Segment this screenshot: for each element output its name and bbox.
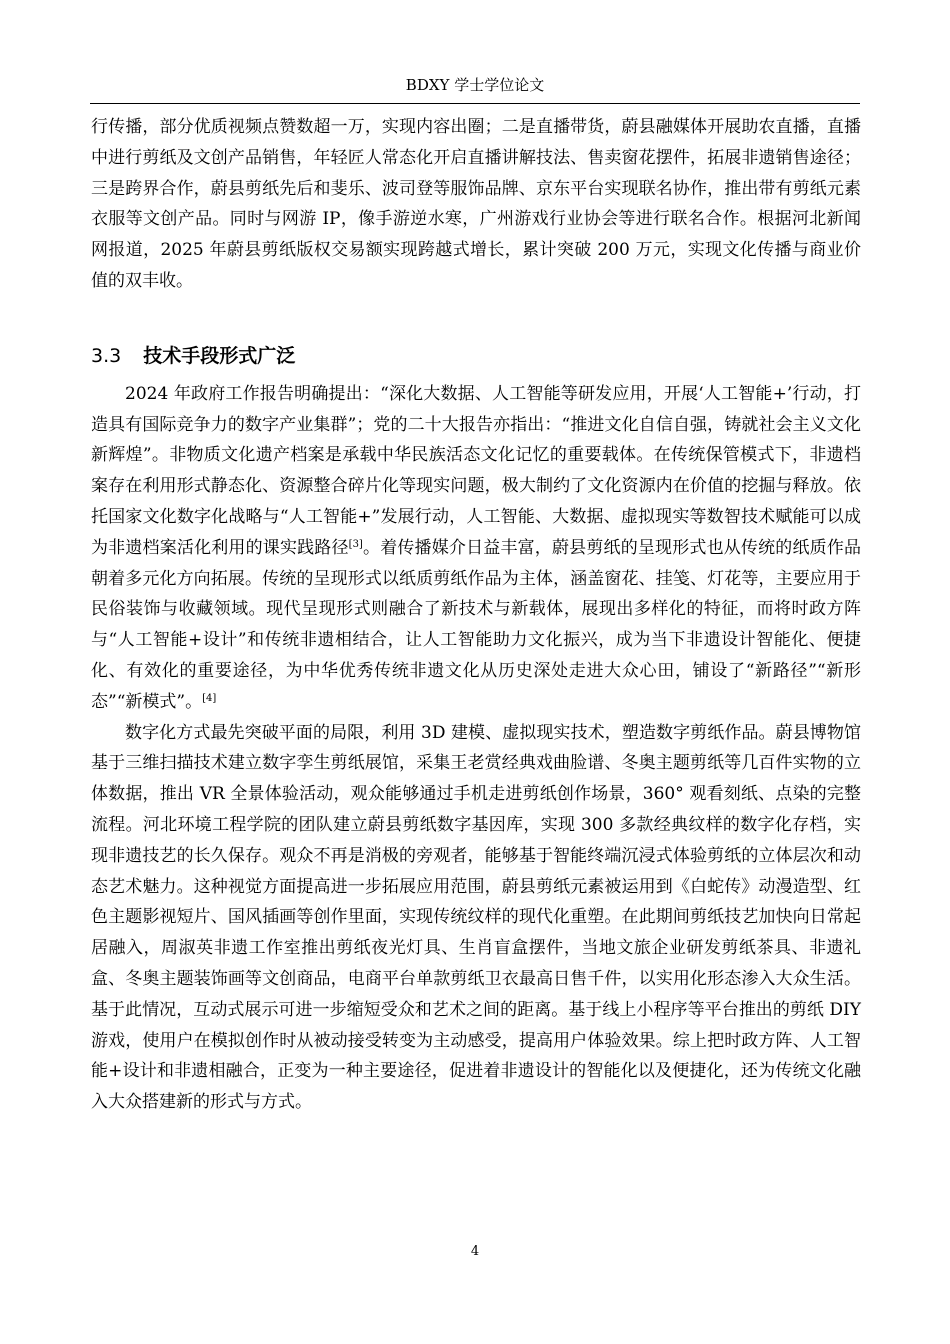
section-heading xyxy=(91,338,861,374)
citation-ref: [3] xyxy=(348,538,363,550)
paragraph-text: 2024 年政府工作报告明确提出：“深化大数据、人工智能等研发应用，开展‘人工智能+’行动，打造具有国际竞争力的数字产业集群”；党的二十大报告亦指出：“推进文化自信自强，铸就社会主义文化新辉煌”。非物质文化遗产档案是承载中华民族活态文化记忆的重要载体。在传统保管模式下，非遗档案存在利用形式静态化、资源整合碎片化等现实问题，极大制约了文化资源内在价值的挖掘与释放。依托国家文化数字化战略与“人工智能+”发展行动，人工智能、大数据、虚拟现实等数智技术赋能可以成为非遗档案活化利用的课实践路径 xyxy=(91,383,861,558)
citation-ref: [4] xyxy=(202,692,217,704)
section-title: 技术手段形式广泛 xyxy=(143,344,296,367)
page-body xyxy=(91,112,861,1118)
page-number: 4 xyxy=(470,1244,480,1259)
section-number: 3.3 xyxy=(91,344,122,367)
paragraph-text: 。着传播媒介日益丰富，蔚县剪纸的呈现形式也从传统的纸质作品朝着多元化方向拓展。传统的呈现形式以纸质剪纸作品为主体，涵盖窗花、挂笺、灯花等，主要应用于民俗装饰与收藏领域。现代呈现形式则融合了新技术与新载体，展现出多样化的特征，而将时政方阵与“人工智能+设计”和传统非遗相结合，让人工智能助力文化振兴，成为当下非遗设计智能化、便捷化、有效化的重要途径，为中华优秀传统非遗文化从历史深处走进大众心田，铺设了“新路径”“新形态”“新模式”。 xyxy=(91,537,862,712)
paragraph-continuation: 行传播，部分优质视频点赞数超一万，实现内容出圈；二是直播带货，蔚县融媒体开展助农直播，直播中进行剪纸及文创产品销售，年轻匠人常态化开启直播讲解技法、售卖窗花摆件，拓展非遗销售途径；三是跨界合作，蔚县剪纸先后和斐乐、波司登等服饰品牌、京东平台实现联名协作，推出带有剪纸元素衣服等文创产品。同时与网游 IP，像手游逆水寒，广州游戏行业协会等进行联名合作。根据河北新闻网报道，2025 年蔚县剪纸版权交易额实现跨越式增长，累计突破 200 万元，实现文化传播与商业价值的双丰收。 xyxy=(91,117,861,291)
thesis-header-title: BDXY 学士学位论文 xyxy=(405,76,545,94)
paragraph-digitization: 数字化方式最先突破平面的局限，利用 3D 建模、虚拟现实技术，塑造数字剪纸作品。蔚县博物馆基于三维扫描技术建立数字孪生剪纸展馆，采集王老赏经典戏曲脸谱、冬奥主题剪纸等几百件实物的立体数据，推出 VR 全景体验活动，观众能够通过手机走进剪纸创作场景，360° 观看刻纸、点染的完整流程。河北环境工程学院的团队建立蔚县剪纸数字基因库，实现 300 多款经典纹样的数字化存档，实现非遗技艺的长久保存。观众不再是消极的旁观者，能够基于智能终端沉浸式体验剪纸的立体层次和动态艺术魅力。这种视觉方面提高进一步拓展应用范围，蔚县剪纸元素被运用到《白蛇传》动漫造型、红色主题影视短片、国风插画等创作里面，实现传统纹样的现代化重塑。在此期间剪纸技艺加快向日常起居融入，周淑英非遗工作室推出剪纸夜光灯具、生肖盲盒摆件，当地文旅企业研发剪纸茶具、非遗礼盒、冬奥主题装饰画等文创商品，电商平台单款剪纸卫衣最高日售千件，以实用化形态渗入大众生活。基于此情况，互动式展示可进一步缩短受众和艺术之间的距离。基于线上小程序等平台推出的剪纸 DIY 游戏，使用户在模拟创作时从被动接受转变为主动感受，提高用户体验效果。综上把时政方阵、人工智能+设计和非遗相融合，正变为一种主要途径，促进着非遗设计的智能化以及便捷化，还为传统文化融入大众搭建新的形式与方式。 xyxy=(91,722,861,1113)
page-header xyxy=(90,70,860,104)
paragraph-policy-background xyxy=(91,379,861,718)
